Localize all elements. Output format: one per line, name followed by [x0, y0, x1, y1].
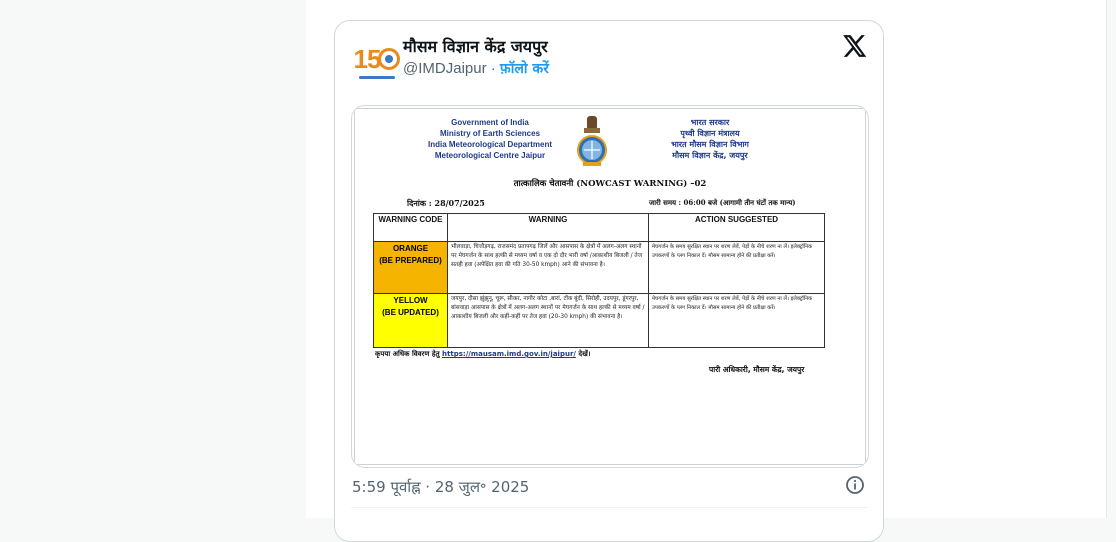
avatar-ring-icon [378, 48, 400, 70]
warning-text: भीलवाड़ा, चित्तौड़गढ़, राजसमंद प्रतापगढ़ जिलें और आसपास के क्षेत्रों में अलग-अलग स्थानों पर मेघगर्जन के साथ हल्की से मध्यम वर्षा व एक दो दौर भारी वर्षा /आकाशीय बिजली / तेज सतही हवा (अपेक्षित हवा की गति 30-50 kmph) आने की संभावना है। [448, 242, 649, 294]
warning-code-orange [374, 242, 448, 294]
account-handle[interactable]: @IMDJaipur [403, 60, 487, 77]
avatar-number: 15 [353, 43, 381, 74]
doc-header-english [425, 117, 555, 161]
page-scrollbar[interactable] [1106, 0, 1116, 518]
info-icon[interactable] [845, 475, 865, 495]
doc-header-line: Government of India [451, 118, 529, 127]
handle-separator: · [490, 60, 496, 77]
warning-table [373, 213, 825, 348]
warning-code-sub: (BE PREPARED) [379, 256, 442, 265]
table-row [374, 294, 825, 348]
column-header: ACTION SUGGESTED [649, 214, 825, 242]
action-text: मेघगर्जन के समय सुरक्षित स्थान पर शरण लेवें, पेड़ों के नीचे शरण ना लें। इलेक्ट्रॉनिक उपकरणों के प्लग निकाल दें। मौसम सामान्य होने की प्रतीक्षा करें। [649, 242, 825, 294]
warning-code-sub: (BE UPDATED) [382, 308, 439, 317]
card-divider [351, 507, 867, 508]
tweet-card[interactable] [334, 20, 884, 542]
doc-header-line: India Meteorological Department [427, 140, 553, 149]
nowcast-document [354, 108, 866, 465]
action-text: मेघगर्जन के समय सुरक्षित स्थान पर शरण लेवें, पेड़ों के नीचे शरण ना लें। इलेक्ट्रॉनिक उपकरणों के प्लग निकाल दें। मौसम सामान्य होने की प्रतीक्षा करें। [649, 294, 825, 348]
table-row [374, 242, 825, 294]
column-header: WARNING [448, 214, 649, 242]
doc-info-row [375, 350, 591, 359]
table-header-row [374, 214, 825, 242]
tweet-timestamp[interactable]: 5:59 पूर्वाह्न · 28 जुल॰ 2025 [352, 478, 530, 496]
doc-header-line: भारत मौसम विज्ञान विभाग [671, 140, 749, 149]
doc-header-line: मौसम विज्ञान केंद्र, जयपुर [672, 151, 748, 160]
page-background-left [0, 0, 306, 518]
account-name[interactable]: मौसम विज्ञान केंद्र जयपुर [403, 37, 548, 56]
doc-header-line: Ministry of Earth Sciences [439, 129, 541, 138]
doc-info-prefix: कृपया अधिक विवरण हेतु [375, 350, 440, 358]
doc-header-line: पृथ्वी विज्ञान मंत्रालय [680, 129, 740, 138]
emblem-icon [575, 114, 609, 168]
avatar-underline [359, 76, 395, 79]
avatar[interactable] [353, 39, 401, 79]
doc-header-line: भारत सरकार [690, 118, 730, 127]
doc-header-line: Meteorological Centre Jaipur [434, 151, 546, 160]
column-header: WARNING CODE [374, 214, 448, 242]
doc-date: दिनांक : 28/07/2025 [407, 198, 485, 208]
follow-button[interactable]: फ़ॉलो करें [499, 61, 549, 77]
warning-code-yellow [374, 294, 448, 348]
x-logo-icon[interactable] [841, 33, 867, 59]
warning-code-label: YELLOW [393, 296, 428, 305]
handle-row [403, 59, 549, 78]
doc-title: तात्कालिक चेतावनी (NOWCAST WARNING) –02 [513, 179, 707, 189]
tweet-media-image[interactable] [351, 105, 869, 468]
doc-header-hindi [655, 117, 765, 161]
doc-info-link: https://mausam.imd.gov.in/jaipur/ [442, 350, 576, 358]
warning-text: जयपुर, दौसा झुंझुनू, चूरू, सीकर, नागौर कोटा ,बारां, टोंक बूंदी, सिरोही, उदयपुर, डूंगरपुर, बांसवाड़ा आसपास के क्षेत्रों में अलग-अलग स्थानों पर मेघगर्जन के साथ हल्की से मध्यम वर्षा /आकाशीय बिजली और कहीं-कहीं पर तेज हवा (20-30 kmph) की संभावना है। [448, 294, 649, 348]
warning-code-label: ORANGE [392, 244, 429, 253]
doc-issue-time: जारी समय : 06:00 बजे (आगामी तीन घंटों तक मान्य) [649, 198, 796, 207]
doc-info-suffix: देखें। [578, 350, 591, 358]
doc-signature: पारी अधिकारी, मौसम केंद्र, जयपुर [709, 365, 805, 374]
